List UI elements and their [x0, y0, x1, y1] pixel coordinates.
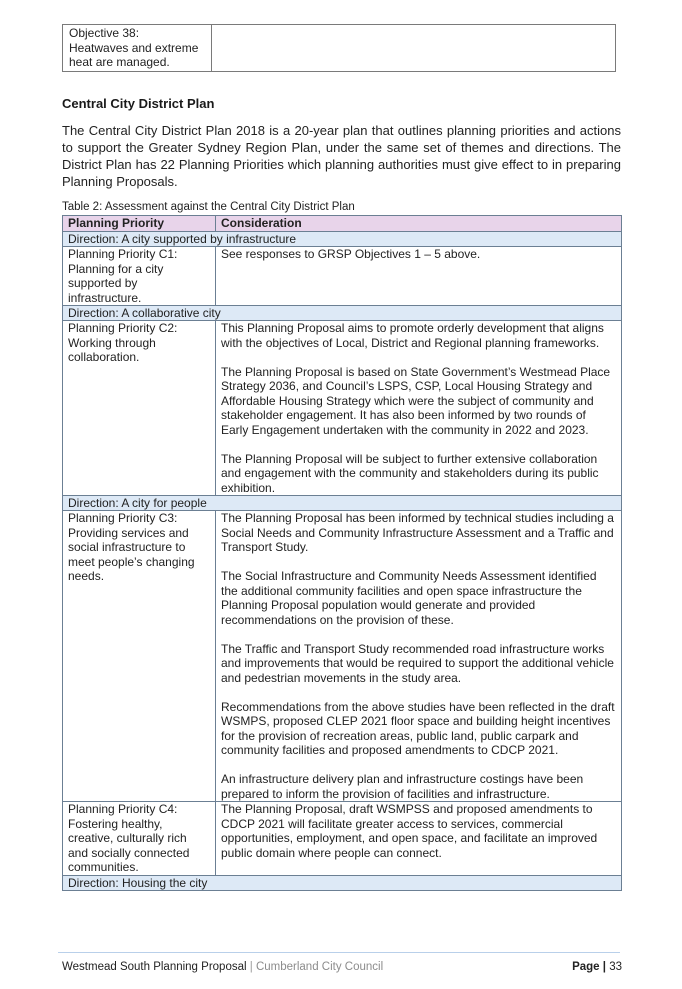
direction-label: Direction: A city for people [63, 496, 622, 511]
priority-line: and socially connected [68, 845, 190, 860]
direction-row [63, 306, 622, 321]
footer-separator: | [249, 961, 253, 973]
page-word: Page [572, 961, 600, 973]
priority-line: communities. [68, 860, 139, 874]
priority-line: needs. [68, 569, 105, 583]
footer-council-name: Cumberland City Council [255, 961, 384, 973]
intro-paragraph: The Central City District Plan 2018 is a 20-year plan that outlines planning priorities and actions to support the Greater Sydney Region Plan, under the same set of themes and directions. The District Plan has 22 Planning Priorities which planning authorities must give effect to in preparing Planning Proposals. [62, 123, 621, 189]
page-number-label [572, 961, 622, 973]
priority-line: creative, culturally rich [68, 831, 187, 845]
objective-line: heat are managed. [69, 55, 170, 69]
table-row [63, 802, 622, 876]
consideration-cell [216, 321, 622, 496]
consideration-cell [216, 802, 622, 876]
page-separator: | [602, 961, 606, 973]
priority-line: Providing services and [68, 525, 189, 540]
priority-line: Planning Priority C4: [68, 802, 178, 816]
header-consideration: Consideration [216, 216, 622, 232]
priority-cell [63, 802, 216, 876]
consideration-paragraph: The Planning Proposal is based on State Government’s Westmead Place Strategy 2036, and Council’s LSPS, CSP, Local Housing Strategy and Affordable Housing Strategy which were the subject of community and stakeholder engagement. It has also been informed by two rounds of Early Engagement undertaken with the community in 2022 and 2023. [221, 364, 611, 437]
direction-row [63, 496, 622, 511]
objective-line: Objective 38: [69, 26, 140, 40]
objective-row [63, 25, 616, 72]
consideration-paragraph: The Social Infrastructure and Community Needs Assessment identified the additional community facilities and open space infrastructure the Planning Proposal population would generate and provided recommendations on the provision of these. [221, 569, 597, 627]
direction-row [63, 232, 622, 247]
priority-line: Fostering healthy, [68, 816, 163, 831]
priority-line: collaboration. [68, 350, 140, 364]
priority-line: social infrastructure to [68, 540, 186, 554]
objective-consideration-cell [212, 25, 616, 72]
table-row [63, 511, 622, 802]
consideration-paragraph: The Planning Proposal, draft WSMPSS and proposed amendments to CDCP 2021 will facilitate greater access to services, commercial opportunities, employment, and open space, and facilitate an improved public domain where people can connect. [221, 802, 598, 860]
priority-line: Working through [68, 335, 156, 350]
priority-line: Planning for a city [68, 261, 164, 276]
consideration-cell [216, 511, 622, 802]
priority-line: infrastructure. [68, 290, 142, 305]
priority-line: Planning Priority C2: [68, 321, 178, 335]
priority-cell [63, 321, 216, 496]
assessment-table [62, 215, 622, 891]
objective-cell [63, 25, 212, 72]
table-caption: Table 2: Assessment against the Central City District Plan [62, 201, 355, 213]
table-row [63, 321, 622, 496]
priority-line: supported by [68, 276, 138, 290]
consideration-cell [216, 247, 622, 306]
priority-line: Planning Priority C1: [68, 247, 178, 261]
header-planning-priority: Planning Priority [63, 216, 216, 232]
direction-label: Direction: Housing the city [63, 875, 622, 890]
consideration-paragraph: The Planning Proposal has been informed by technical studies including a Social Needs and Community Infrastructure Assessment and a Traffic and Transport Study. [221, 511, 614, 554]
consideration-paragraph: See responses to GRSP Objectives 1 – 5 above. [221, 247, 481, 261]
priority-cell [63, 511, 216, 802]
table-row [63, 247, 622, 306]
consideration-paragraph: The Planning Proposal will be subject to further extensive collaboration and engagement with the community and stakeholders during its public exhibition. [221, 451, 599, 495]
direction-label: Direction: A collaborative city [63, 306, 622, 321]
priority-line: Planning Priority C3: [68, 511, 178, 525]
consideration-paragraph: An infrastructure delivery plan and infrastructure costings have been prepared to inform the provision of facilities and infrastructure. [221, 772, 584, 801]
objective-table [62, 24, 616, 72]
page-number: 33 [609, 961, 622, 973]
objective-line: Heatwaves and extreme [69, 40, 199, 55]
priority-cell [63, 247, 216, 306]
consideration-paragraph: The Traffic and Transport Study recommended road infrastructure works and improvements that would be required to support the additional vehicle and pedestrian movements in the study area. [221, 641, 614, 685]
table-header-row [63, 216, 622, 232]
footer-divider [58, 952, 620, 953]
direction-label: Direction: A city supported by infrastructure [63, 232, 622, 247]
footer-document-title: Westmead South Planning Proposal [62, 961, 247, 973]
priority-line: meet people’s changing [68, 554, 195, 569]
consideration-paragraph: This Planning Proposal aims to promote orderly development that aligns with the objectives of Local, District and Regional planning frameworks. [221, 321, 604, 350]
page-footer [62, 961, 622, 973]
direction-row [63, 875, 622, 890]
consideration-paragraph: Recommendations from the above studies have been reflected in the draft WSMPS, proposed CLEP 2021 floor space and building height incentives for the provision of recreation areas, public land, public carpark and community facilities and proposed amendments to CDCP 2021. [221, 699, 615, 757]
section-heading: Central City District Plan [62, 96, 215, 111]
